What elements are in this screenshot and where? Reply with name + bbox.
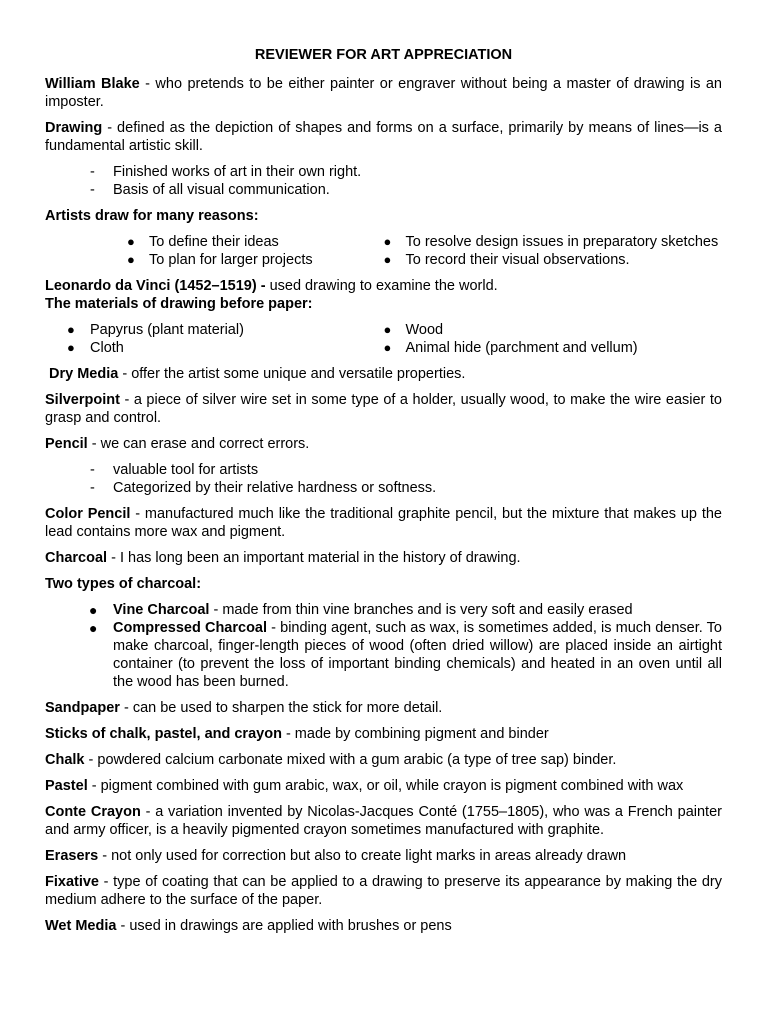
term: Erasers	[45, 848, 99, 864]
bullet-marker: ●	[383, 252, 392, 267]
entry-erasers	[45, 847, 722, 865]
definition: used drawing to examine the world.	[265, 278, 498, 294]
bullet-marker: ●	[383, 340, 392, 355]
list-item: ● Wood	[383, 322, 444, 338]
definition: - defined as the depiction of shapes and forms on a surface, primarily by means of lines—is a fundamental artistic skill.	[45, 120, 722, 154]
term: Fixative	[45, 874, 99, 890]
bullet-marker: ●	[127, 234, 135, 249]
materials-right-list	[384, 321, 723, 357]
document-title: REVIEWER FOR ART APPRECIATION	[254, 47, 513, 63]
reasons-right-list	[384, 233, 723, 269]
definition: - a variation invented by Nicolas-Jacques Conté (1755–1805), who was a French painter and army officer, is a heavily pigmented crayon sometimes manufactured with graphite.	[45, 804, 722, 838]
pencil-list	[45, 461, 722, 497]
list-item: ● Vine Charcoal - made from thin vine branches and is very soft and easily erased	[89, 602, 633, 618]
entry-color-pencil	[45, 505, 722, 541]
drawing-list	[45, 163, 722, 199]
entry-pastel	[45, 777, 722, 795]
entry-chalk	[45, 751, 722, 769]
definition: - used in drawings are applied with brushes or pens	[116, 918, 452, 934]
list-item: ● Cloth	[67, 340, 124, 356]
dash-marker: -	[90, 164, 95, 180]
definition: - pigment combined with gum arabic, wax, or oil, while crayon is pigment combined with wax	[87, 778, 684, 794]
term: Silverpoint	[45, 392, 120, 408]
entry-sticks	[45, 725, 722, 743]
list-item: ● To record their visual observations.	[383, 252, 630, 268]
entry-fixative	[45, 873, 722, 909]
term: Pencil	[45, 436, 88, 452]
dash-marker: -	[90, 462, 95, 478]
entry-leonardo	[45, 277, 722, 295]
entry-sandpaper	[45, 699, 722, 717]
definition: - I has long been an important material in the history of drawing.	[107, 550, 521, 566]
entry-pencil	[45, 435, 722, 453]
list-item: ● To plan for larger projects	[127, 252, 313, 268]
charcoal-types-list	[45, 601, 722, 691]
entry-dry-media	[45, 365, 722, 383]
materials-heading: The materials of drawing before paper:	[45, 296, 313, 312]
entry-silverpoint	[45, 391, 722, 427]
definition: - can be used to sharpen the stick for more detail.	[119, 700, 443, 716]
reasons-columns	[45, 233, 722, 269]
term: Sandpaper	[45, 700, 120, 716]
definition: - not only used for correction but also to create light marks in areas already drawn	[98, 848, 627, 864]
bullet-marker: ●	[89, 602, 98, 618]
term: Charcoal	[45, 550, 108, 566]
entry-drawing	[45, 119, 722, 155]
bullet-marker: ●	[127, 252, 135, 267]
definition: - who pretends to be either painter or engraver without being a master of drawing is an imposter.	[45, 76, 722, 110]
definition: - manufactured much like the traditional graphite pencil, but the mixture that makes up the lead contains more wax and pigment.	[45, 506, 722, 540]
list-item: - Categorized by their relative hardness or softness.	[90, 480, 437, 496]
list-item: - valuable tool for artists	[90, 462, 259, 478]
document-page	[45, 46, 722, 943]
entry-charcoal	[45, 549, 722, 567]
term: Color Pencil	[45, 506, 131, 522]
bullet-marker: ●	[383, 322, 392, 337]
entry-conte-crayon	[45, 803, 722, 839]
definition: - offer the artist some unique and versatile properties.	[118, 366, 466, 382]
list-item: ● Animal hide (parchment and vellum)	[383, 340, 638, 356]
materials-columns	[45, 321, 722, 357]
term: Pastel	[45, 778, 88, 794]
entry-wet-media	[45, 917, 722, 935]
reasons-heading: Artists draw for many reasons:	[45, 208, 259, 224]
definition: - made by combining pigment and binder	[281, 726, 549, 742]
definition: - powdered calcium carbonate mixed with a gum arabic (a type of tree sap) binder.	[84, 752, 617, 768]
materials-left-list	[45, 321, 384, 357]
term: Leonardo da Vinci (1452–1519) -	[45, 278, 266, 294]
term: William Blake	[45, 76, 140, 92]
definition: - a piece of silver wire set in some type of a holder, usually wood, to make the wire easier to grasp and control.	[45, 392, 722, 426]
list-item: ● Papyrus (plant material)	[67, 322, 244, 338]
term: Wet Media	[45, 918, 117, 934]
bullet-marker: ●	[67, 340, 75, 355]
term: Dry Media	[49, 366, 119, 382]
term: Sticks of chalk, pastel, and crayon	[45, 726, 282, 742]
term: Conte Crayon	[45, 804, 141, 820]
definition: - type of coating that can be applied to a drawing to preserve its appearance by making the dry medium adhere to the surface of the paper.	[45, 874, 722, 908]
reasons-left-list	[45, 233, 384, 269]
dash-marker: -	[90, 480, 95, 496]
list-item: - Finished works of art in their own right.	[90, 164, 362, 180]
definition: - we can erase and correct errors.	[87, 436, 310, 452]
bullet-marker: ●	[89, 620, 98, 636]
dash-marker: -	[90, 182, 95, 198]
list-item: ● Compressed Charcoal - binding agent, such as wax, is sometimes added, is much denser. To make charcoal, finger-length pieces of wood (often dried willow) are placed inside an airtight container (to prevent the loss of important binding chemicals) and heated in an oven until all the wood has been burned.	[89, 620, 722, 690]
entry-william-blake	[45, 75, 722, 111]
list-item: ● To define their ideas	[127, 234, 279, 250]
term: Chalk	[45, 752, 85, 768]
bullet-marker: ●	[383, 234, 392, 249]
list-item: ● To resolve design issues in preparatory sketches	[383, 234, 719, 250]
charcoal-types-heading: Two types of charcoal:	[45, 576, 202, 592]
bullet-marker: ●	[67, 322, 75, 337]
list-item: - Basis of all visual communication.	[90, 182, 330, 198]
term: Drawing	[45, 120, 103, 136]
